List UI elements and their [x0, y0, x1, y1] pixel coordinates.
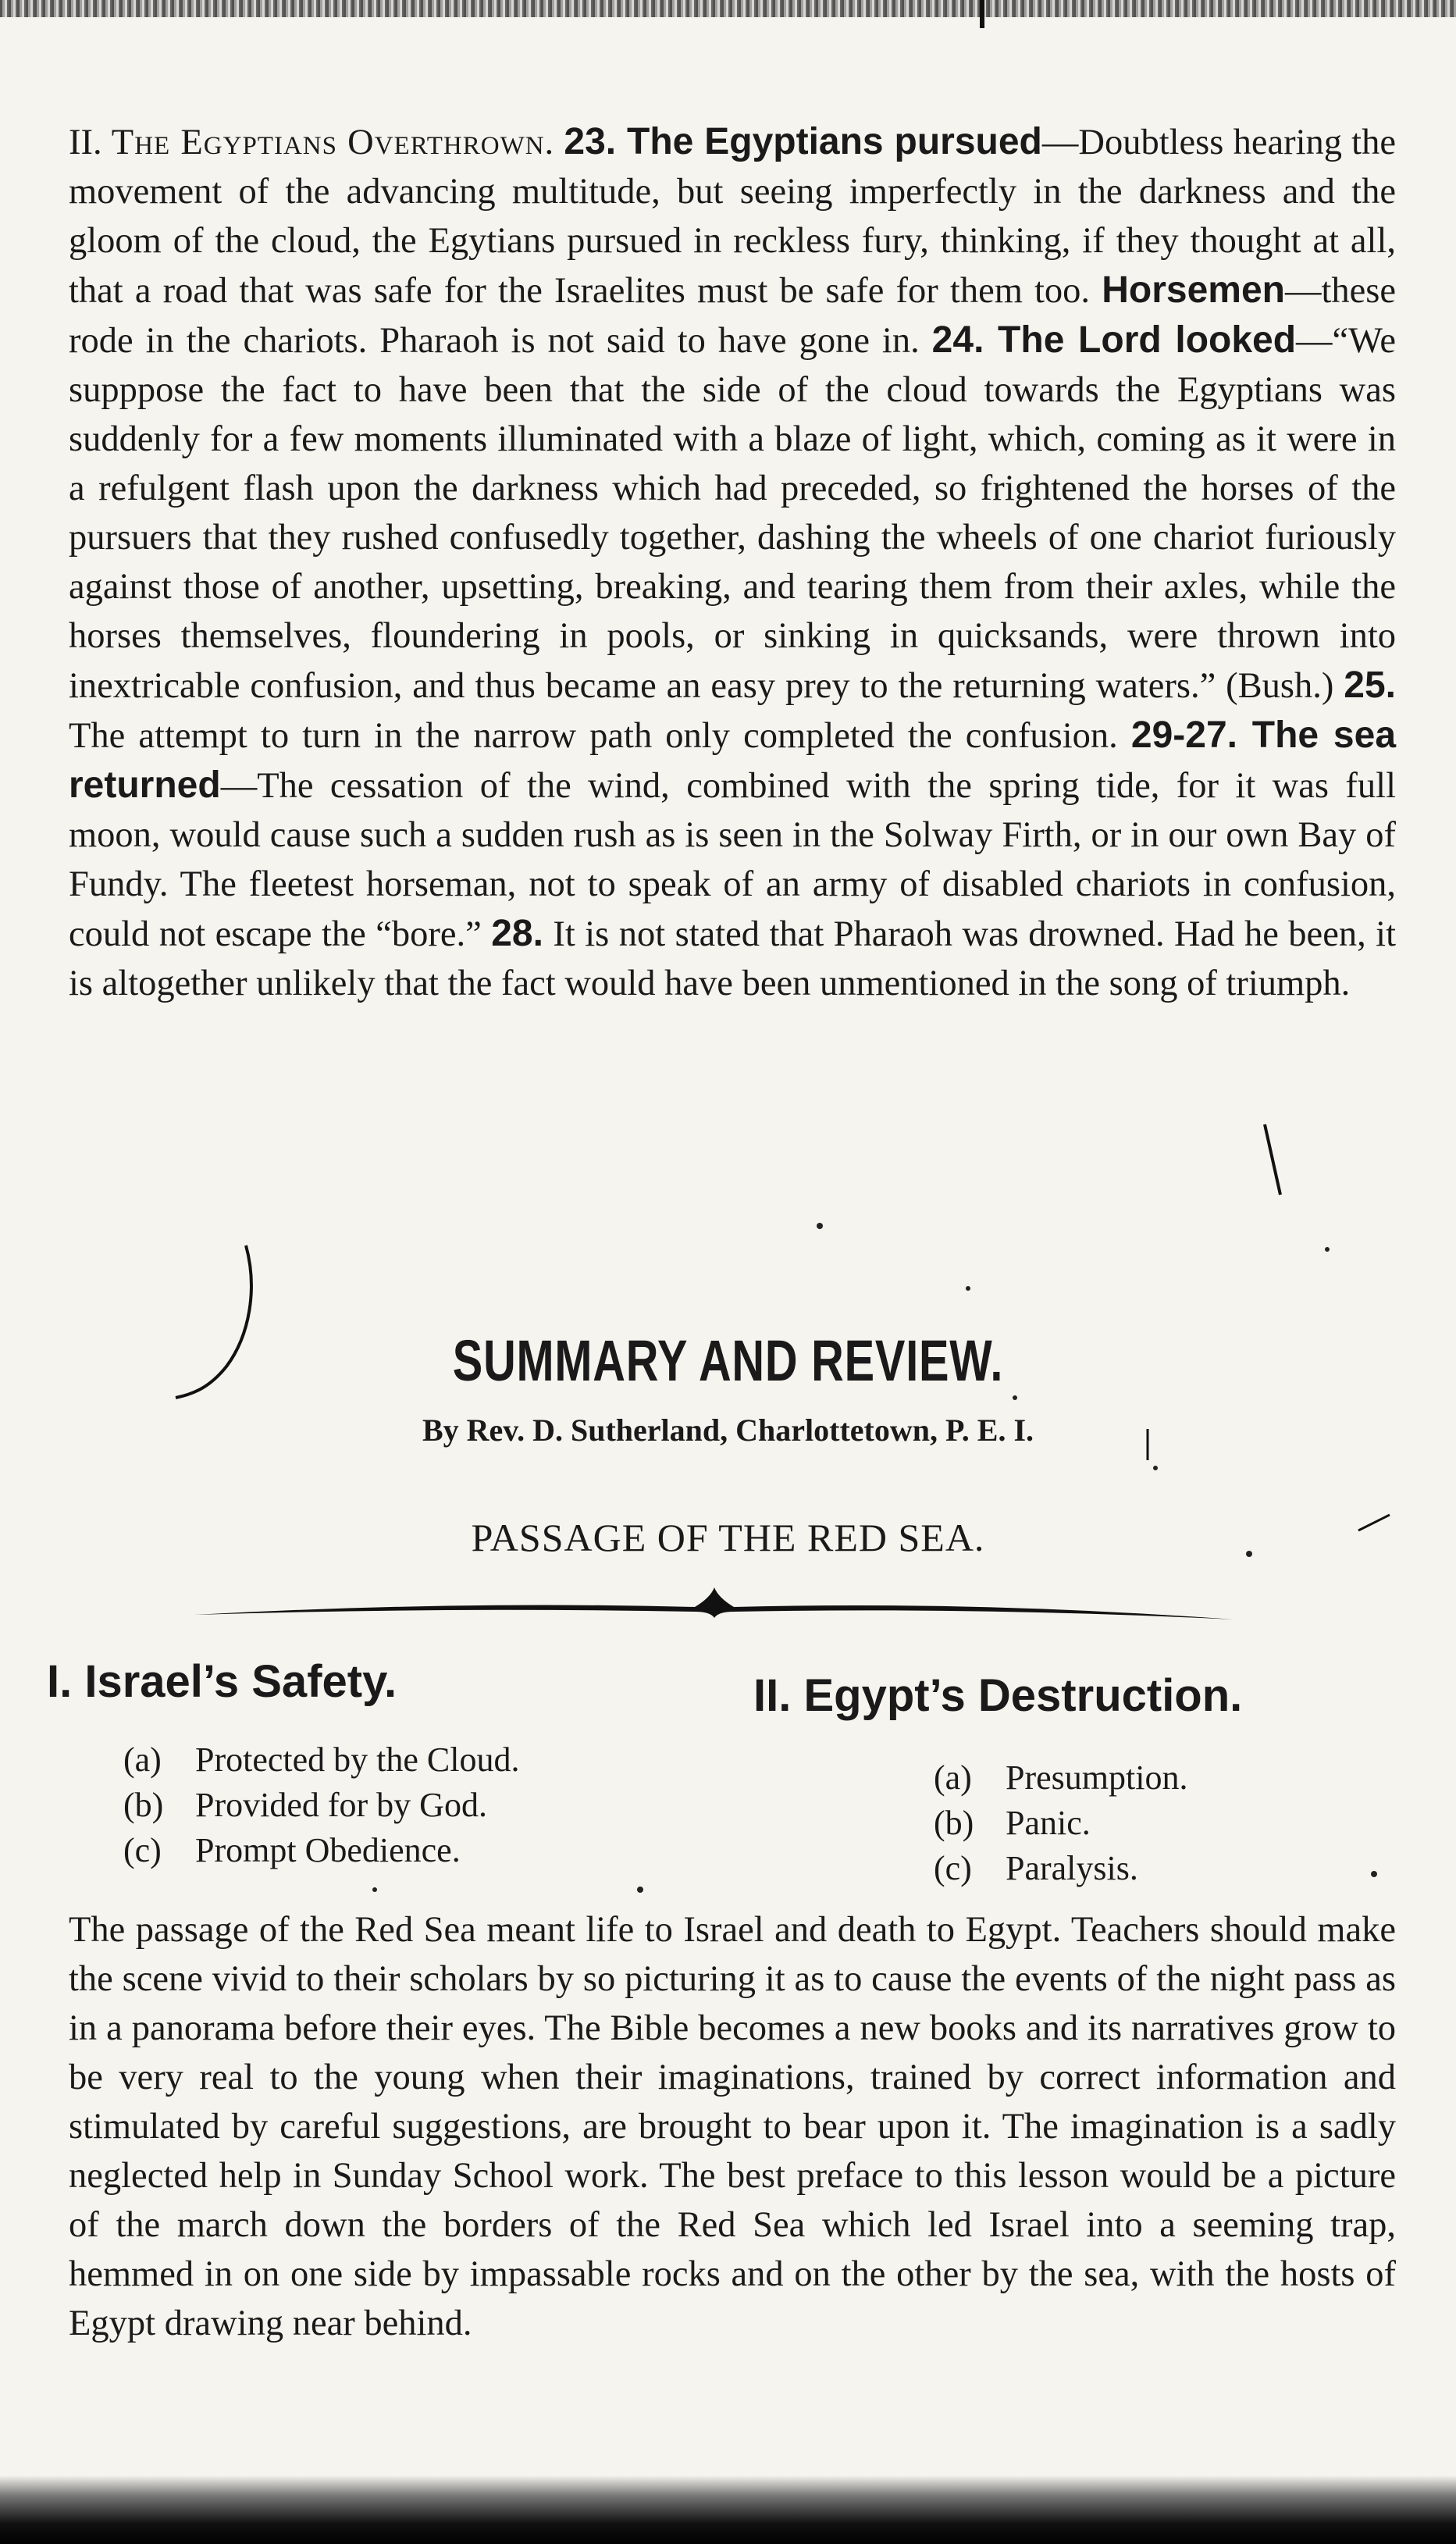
- note-text: —“We supppose the fact to have been that the side of the cloud towards the Egyptians was suddenly for a few moments illuminated with a blaze of light, which, coming as it were in a refulgent flash upon the darkness which had preceded, so frightened the horses of the pursuers that they rushed confusedly together, dashing the wheels of one chariot furiously against those of another, upsetting, breaking, and tearing them from their axles, while the horses themselves, floundering in pools, or sinking in quicksands, were thrown into inextricable confusion, and thus became an easy prey to the returning waters.” (Bush.): [69, 321, 1396, 706]
- section-title: The Egyptians Overthrown.: [111, 123, 555, 162]
- note-ref: 28.: [491, 913, 543, 954]
- outline-list-egypt: [934, 1755, 1187, 1891]
- note-text: The attempt to turn in the narrow path only completed the confusion.: [69, 716, 1118, 756]
- outline-item: [123, 1783, 520, 1828]
- summary-title: SUMMARY AND REVIEW.: [452, 1328, 1004, 1393]
- outline-item-mark: (b): [934, 1804, 974, 1842]
- note-text: —these rode in the chariots. Pharaoh is not said to have gone in.: [69, 271, 1396, 361]
- outline-item: [934, 1755, 1187, 1801]
- note-text: —Doubtless hearing the movement of the advancing multitude, but seeing imperfectly in the darkness and the gloom of the cloud, the Egytians pursued in reckless fury, thinking, if they thought at all, that a road that was safe for the Israelites must be safe for them too.: [69, 123, 1396, 311]
- note-ref: 23. The Egyptians pursued: [564, 121, 1042, 162]
- outline-item-text: Paralysis.: [1006, 1849, 1138, 1887]
- outline-item-text: Provided for by God.: [195, 1786, 487, 1824]
- outline-list-israel: [123, 1737, 520, 1873]
- outline-item: [934, 1846, 1187, 1891]
- note-ref: 24. The Lord looked: [931, 319, 1297, 361]
- outline-item-text: Protected by the Cloud.: [195, 1741, 520, 1779]
- outline-item-mark: (b): [123, 1786, 164, 1824]
- note-ref: Horsemen: [1102, 269, 1285, 311]
- passage-title: PASSAGE OF THE RED SEA.: [471, 1516, 985, 1559]
- scan-mark: [980, 0, 984, 28]
- lesson-notes: [69, 117, 1396, 1008]
- outline-item-mark: (a): [934, 1758, 972, 1797]
- outline-item: [934, 1801, 1187, 1846]
- scan-top-edge: [0, 0, 1456, 17]
- note-ref: 25.: [1344, 665, 1397, 706]
- scan-bottom-edge: [0, 2475, 1456, 2544]
- outline-item-text: Prompt Obedience.: [195, 1831, 461, 1869]
- outline-heading-israel: I. Israel’s Safety.: [47, 1656, 397, 1707]
- outline-item-text: Presumption.: [1006, 1758, 1188, 1797]
- note-ref: 29-27. The sea returned: [69, 714, 1397, 806]
- ornamental-rule: [195, 1584, 1234, 1630]
- outline-item-mark: (c): [123, 1831, 162, 1869]
- section-label: II.: [69, 123, 102, 162]
- outline-item-mark: (c): [934, 1849, 972, 1887]
- summary-paragraph: The passage of the Red Sea meant life to Israel and death to Egypt. Teachers should make the scene vivid to their scholars by so picturing it as to cause the events of the night pass as in a panorama before their eyes. The Bible becomes a new books and its narratives grow to be very real to the young when their imaginations, trained by correct information and stimulated by careful suggestions, are brought to bear upon it. The imagination is a sadly neglected help in Sunday School work. The best preface to this lesson would be a picture of the march down the borders of the Red Sea which led Israel into a seeming trap, hemmed in on one side by impassable rocks and on the other by the sea, with the hosts of Egypt drawing near behind.: [69, 1910, 1396, 2343]
- outline-item-mark: (a): [123, 1741, 162, 1779]
- note-text: It is not stated that Pharaoh was drowned. Had he been, it is altogether unlikely that the fact would have been unmentioned in the song of triumph.: [69, 914, 1396, 1003]
- outline-item: [123, 1828, 520, 1873]
- outline-heading-egypt: II. Egypt’s Destruction.: [753, 1670, 1243, 1721]
- byline: By Rev. D. Sutherland, Charlottetown, P. E. I.: [422, 1413, 1034, 1448]
- outline-item: [123, 1737, 520, 1783]
- outline-item-text: Panic.: [1006, 1804, 1091, 1842]
- note-text: —The cessation of the wind, combined with the spring tide, for it was full moon, would cause such a sudden rush as is seen in the Solway Firth, or in our own Bay of Fundy. The fleetest horseman, not to speak of an army of disabled chariots in confusion, could not escape the “bore.”: [69, 766, 1396, 954]
